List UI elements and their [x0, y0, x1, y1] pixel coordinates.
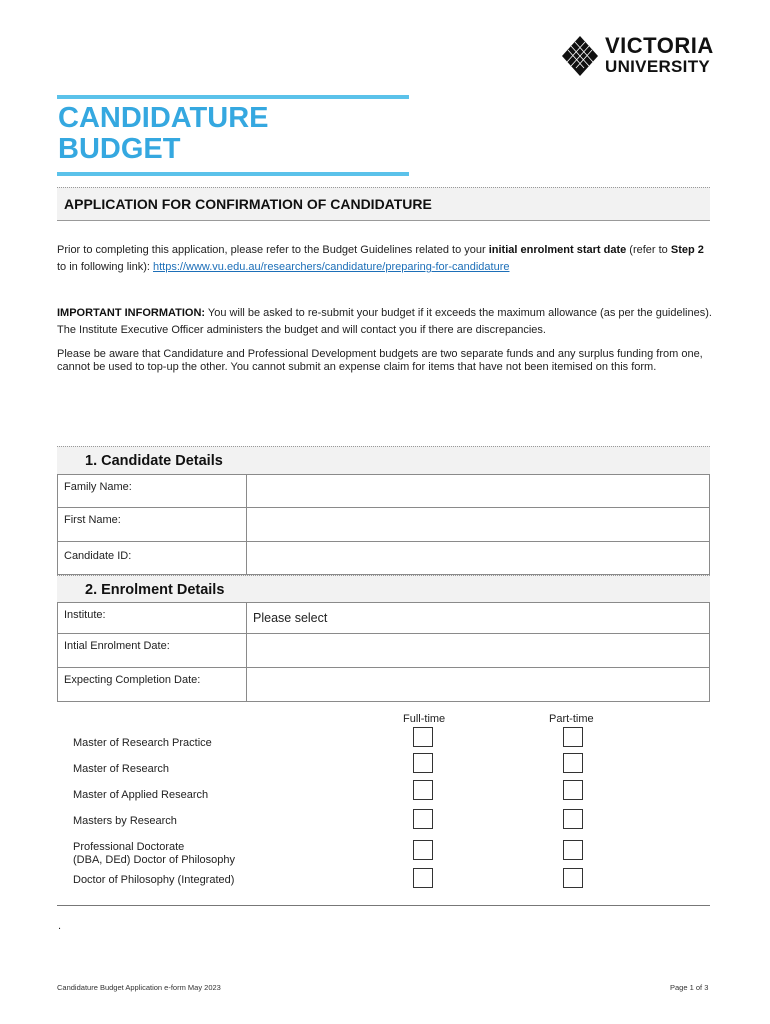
title-bottom-rule [57, 172, 409, 176]
important-label: IMPORTANT INFORMATION: [57, 307, 206, 319]
candidate-id-label: Candidate ID: [58, 542, 247, 575]
program-label-professional-doctorate-line1: Professional Doctorate [73, 841, 185, 853]
program-label-applied-research: Master of Applied Research [73, 789, 209, 801]
fulltime-checkbox-research-practice[interactable] [413, 727, 433, 747]
application-heading-band [57, 187, 710, 221]
first-name-label: First Name: [58, 508, 247, 542]
victoria-university-logo [560, 34, 735, 80]
fulltime-checkbox-master-research[interactable] [413, 753, 433, 773]
initial-enrolment-date-label: Intial Enrolment Date: [58, 634, 247, 668]
family-name-field[interactable] [247, 475, 710, 508]
logo-line2: UNIVERSITY [605, 57, 711, 76]
program-label-master-research: Master of Research [73, 763, 169, 775]
logo-line1: VICTORIA [605, 33, 714, 58]
important-paragraph [57, 305, 712, 339]
page-title-line2: BUDGET [58, 133, 181, 165]
program-label-professional-doctorate [73, 841, 235, 867]
enrolment-details-table [57, 602, 710, 702]
parttime-checkbox-applied-research[interactable] [563, 780, 583, 800]
fulltime-checkbox-professional-doctorate[interactable] [413, 840, 433, 860]
diamond-logo-icon [560, 34, 600, 78]
intro-bold-1: initial enrolment start date [488, 244, 627, 256]
parttime-checkbox-phd-integrated[interactable] [563, 868, 583, 888]
parttime-column-header: Part-time [549, 713, 594, 725]
expecting-completion-date-field[interactable] [247, 668, 710, 702]
parttime-checkbox-professional-doctorate[interactable] [563, 840, 583, 860]
family-name-label: Family Name: [58, 475, 247, 508]
section2-heading: 2. Enrolment Details [85, 582, 225, 598]
parttime-checkbox-research-practice[interactable] [563, 727, 583, 747]
intro-text-2: (refer to [626, 244, 671, 256]
section1-heading: 1. Candidate Details [85, 453, 223, 469]
awareness-paragraph: Please be aware that Candidature and Professional Development budgets are two separate funds and any surplus funding from one, cannot be used to top-up the other. You cannot submit an expense claim for items that have not been itemised on this form. [57, 348, 703, 373]
expecting-completion-date-label: Expecting Completion Date: [58, 668, 247, 702]
fulltime-checkbox-phd-integrated[interactable] [413, 868, 433, 888]
intro-text-1: Prior to completing this application, please refer to the Budget Guidelines related to your [57, 244, 489, 256]
page-title-line1: CANDIDATURE [58, 102, 269, 134]
intro-paragraph [57, 242, 712, 276]
program-label-research-practice: Master of Research Practice [73, 737, 212, 749]
title-top-rule [57, 95, 409, 99]
candidate-id-field[interactable] [247, 542, 710, 575]
program-label-masters-by-research: Masters by Research [73, 815, 177, 827]
footer-form-name: Candidature Budget Application e-form May 2023 [57, 983, 221, 992]
first-name-field[interactable] [247, 508, 710, 542]
intro-bold-2: Step 2 [670, 244, 704, 256]
program-label-professional-doctorate-line2: (DBA, DEd) Doctor of Philosophy [73, 854, 236, 866]
institute-label: Institute: [58, 603, 247, 634]
fulltime-column-header: Full-time [403, 713, 446, 725]
section-enrolment-details-header [57, 575, 710, 603]
institute-select[interactable]: Please select [247, 603, 710, 634]
trailing-dot: . [58, 920, 62, 932]
program-label-phd-integrated: Doctor of Philosophy (Integrated) [73, 874, 235, 886]
fulltime-checkbox-masters-by-research[interactable] [413, 809, 433, 829]
parttime-checkbox-master-research[interactable] [563, 753, 583, 773]
candidature-link[interactable]: https://www.vu.edu.au/researchers/candidature/preparing-for-candidature [153, 261, 510, 273]
footer-page-number: Page 1 of 3 [670, 983, 709, 992]
important-text: You will be asked to re-submit your budget if it exceeds the maximum allowance (as per the guidelines). The Institute Executive Officer administers the budget and will contact you if there are discrepancies. [57, 307, 712, 336]
parttime-checkbox-masters-by-research[interactable] [563, 809, 583, 829]
intro-text-3: to in following link): [57, 261, 153, 273]
section-candidate-details-header [57, 446, 710, 474]
fulltime-checkbox-applied-research[interactable] [413, 780, 433, 800]
initial-enrolment-date-field[interactable] [247, 634, 710, 668]
application-heading: APPLICATION FOR CONFIRMATION OF CANDIDATURE [64, 196, 432, 212]
candidate-details-table [57, 474, 710, 575]
